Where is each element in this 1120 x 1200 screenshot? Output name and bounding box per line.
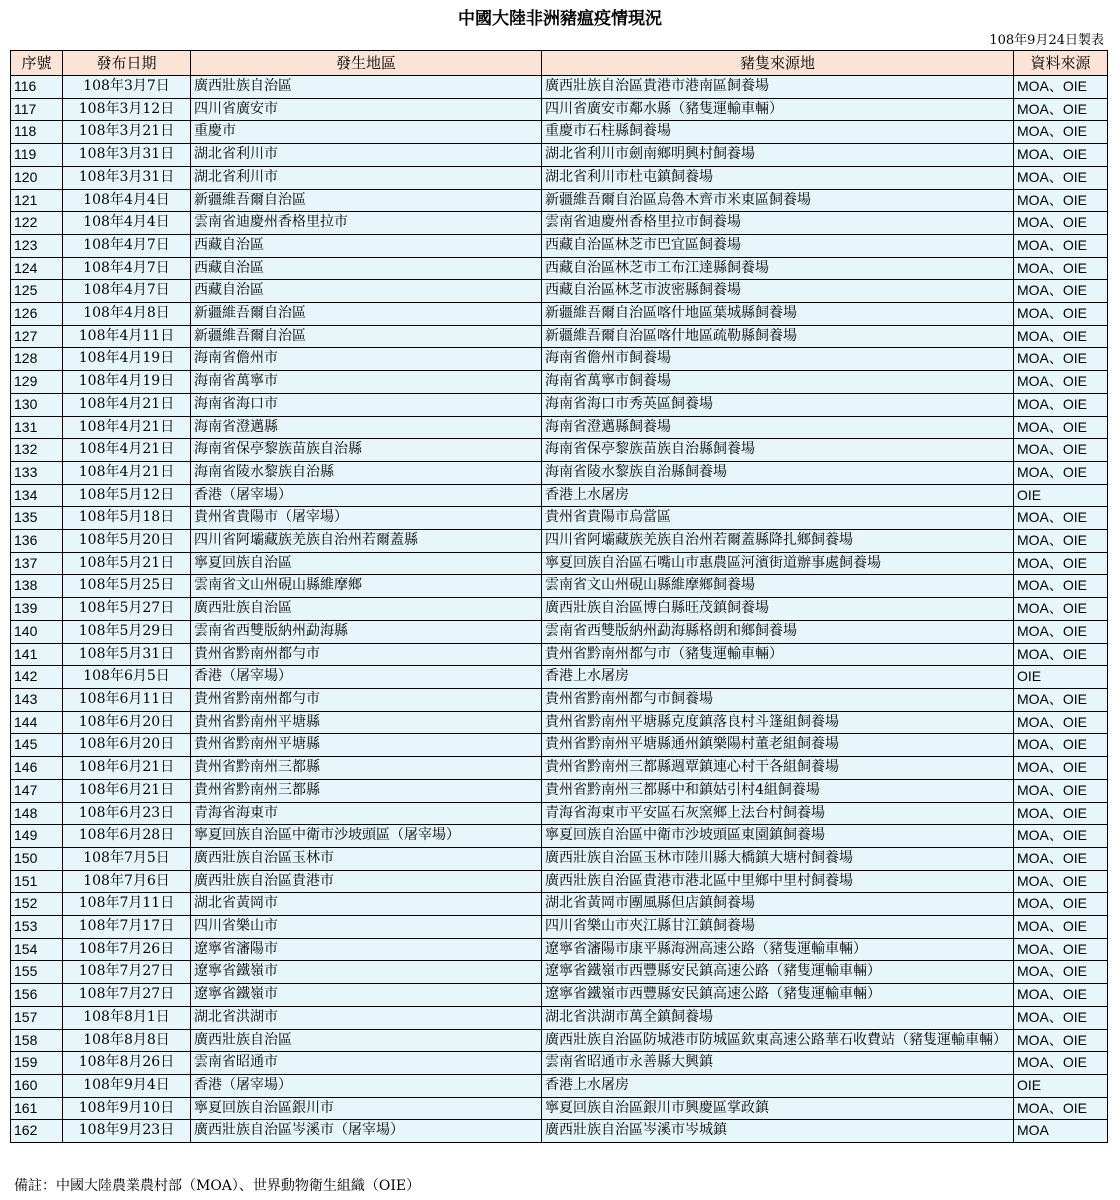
cell-data-source: MOA、OIE xyxy=(1014,734,1108,757)
header-data-source: 資料來源 xyxy=(1014,51,1108,76)
cell-seq: 132 xyxy=(11,439,63,462)
table-row xyxy=(11,348,1108,371)
cell-region: 西藏自治區 xyxy=(191,257,542,280)
cell-date: 108年4月19日 xyxy=(63,348,191,371)
cell-seq: 142 xyxy=(11,666,63,689)
table-row xyxy=(11,711,1108,734)
cell-source: 雲南省文山州硯山縣維摩鄉飼養場 xyxy=(542,575,1014,598)
cell-source: 新疆維吾爾自治區喀什地區疏勒縣飼養場 xyxy=(542,325,1014,348)
cell-date: 108年5月21日 xyxy=(63,552,191,575)
table-row xyxy=(11,666,1108,689)
table-row xyxy=(11,257,1108,280)
table-row xyxy=(11,870,1108,893)
cell-data-source: MOA、OIE xyxy=(1014,416,1108,439)
cell-seq: 157 xyxy=(11,1006,63,1029)
cell-seq: 140 xyxy=(11,620,63,643)
header-seq: 序號 xyxy=(11,51,63,76)
cell-region: 貴州省黔南州平塘縣 xyxy=(191,734,542,757)
cell-seq: 119 xyxy=(11,144,63,167)
cell-date: 108年7月27日 xyxy=(63,984,191,1007)
cell-data-source: MOA、OIE xyxy=(1014,916,1108,939)
cell-seq: 152 xyxy=(11,893,63,916)
cell-seq: 150 xyxy=(11,847,63,870)
cell-seq: 155 xyxy=(11,961,63,984)
cell-date: 108年5月25日 xyxy=(63,575,191,598)
cell-date: 108年6月11日 xyxy=(63,688,191,711)
cell-data-source: MOA、OIE xyxy=(1014,212,1108,235)
cell-date: 108年4月21日 xyxy=(63,461,191,484)
table-row xyxy=(11,847,1108,870)
cell-region: 雲南省西雙版納州勐海縣 xyxy=(191,620,542,643)
cell-data-source: MOA、OIE xyxy=(1014,371,1108,394)
cell-region: 雲南省昭通市 xyxy=(191,1052,542,1075)
cell-seq: 135 xyxy=(11,507,63,530)
cell-region: 寧夏回族自治區 xyxy=(191,552,542,575)
cell-source: 四川省樂山市夾江縣甘江鎮飼養場 xyxy=(542,916,1014,939)
table-row xyxy=(11,98,1108,121)
header-source: 豬隻來源地 xyxy=(542,51,1014,76)
cell-date: 108年4月21日 xyxy=(63,416,191,439)
cell-date: 108年4月21日 xyxy=(63,393,191,416)
cell-region: 寧夏回族自治區中衛市沙坡頭區（屠宰場） xyxy=(191,825,542,848)
table-row xyxy=(11,461,1108,484)
cell-source: 遼寧省鐵嶺市西豐縣安民鎮高速公路（豬隻運輸車輛） xyxy=(542,961,1014,984)
cell-data-source: MOA、OIE xyxy=(1014,961,1108,984)
cell-source: 西藏自治區林芝市巴宜區飼養場 xyxy=(542,234,1014,257)
cell-data-source: MOA、OIE xyxy=(1014,847,1108,870)
cell-seq: 117 xyxy=(11,98,63,121)
cell-date: 108年3月12日 xyxy=(63,98,191,121)
cell-source: 湖北省黃岡市團風縣但店鎮飼養場 xyxy=(542,893,1014,916)
cell-data-source: MOA、OIE xyxy=(1014,98,1108,121)
table-row xyxy=(11,825,1108,848)
table-row xyxy=(11,393,1108,416)
cell-date: 108年4月19日 xyxy=(63,371,191,394)
cell-source: 貴州省貴陽市烏當區 xyxy=(542,507,1014,530)
cell-seq: 144 xyxy=(11,711,63,734)
cell-data-source: OIE xyxy=(1014,1074,1108,1097)
cell-date: 108年8月26日 xyxy=(63,1052,191,1075)
table-row xyxy=(11,76,1108,99)
cell-region: 貴州省黔南州平塘縣 xyxy=(191,711,542,734)
cell-seq: 143 xyxy=(11,688,63,711)
cell-data-source: MOA、OIE xyxy=(1014,461,1108,484)
cell-seq: 148 xyxy=(11,802,63,825)
cell-region: 青海省海東市 xyxy=(191,802,542,825)
table-row xyxy=(11,371,1108,394)
header-region: 發生地區 xyxy=(191,51,542,76)
cell-date: 108年9月10日 xyxy=(63,1097,191,1120)
cell-region: 湖北省利川市 xyxy=(191,144,542,167)
table-row xyxy=(11,779,1108,802)
cell-data-source: MOA、OIE xyxy=(1014,1097,1108,1120)
cell-date: 108年6月23日 xyxy=(63,802,191,825)
cell-data-source: MOA、OIE xyxy=(1014,938,1108,961)
table-body xyxy=(11,76,1108,1143)
cell-data-source: MOA、OIE xyxy=(1014,598,1108,621)
table-row xyxy=(11,439,1108,462)
cell-seq: 134 xyxy=(11,484,63,507)
cell-region: 新疆維吾爾自治區 xyxy=(191,189,542,212)
cell-source: 海南省保亭黎族苗族自治縣飼養場 xyxy=(542,439,1014,462)
cell-source: 廣西壯族自治區玉林市陸川縣大橋鎮大塘村飼養場 xyxy=(542,847,1014,870)
cell-region: 新疆維吾爾自治區 xyxy=(191,303,542,326)
cell-date: 108年6月20日 xyxy=(63,711,191,734)
cell-seq: 131 xyxy=(11,416,63,439)
cell-source: 西藏自治區林芝市波密縣飼養場 xyxy=(542,280,1014,303)
cell-source: 雲南省迪慶州香格里拉市飼養場 xyxy=(542,212,1014,235)
cell-seq: 151 xyxy=(11,870,63,893)
cell-date: 108年6月28日 xyxy=(63,825,191,848)
cell-date: 108年6月21日 xyxy=(63,757,191,780)
cell-date: 108年4月4日 xyxy=(63,189,191,212)
cell-region: 香港（屠宰場） xyxy=(191,666,542,689)
cell-region: 寧夏回族自治區銀川市 xyxy=(191,1097,542,1120)
cell-data-source: MOA、OIE xyxy=(1014,711,1108,734)
table-row xyxy=(11,757,1108,780)
cell-seq: 154 xyxy=(11,938,63,961)
outbreak-table xyxy=(10,50,1108,1143)
table-row xyxy=(11,938,1108,961)
cell-seq: 160 xyxy=(11,1074,63,1097)
table-row xyxy=(11,984,1108,1007)
table-row xyxy=(11,1052,1108,1075)
cell-date: 108年7月6日 xyxy=(63,870,191,893)
table-row xyxy=(11,620,1108,643)
table-row xyxy=(11,121,1108,144)
cell-data-source: MOA xyxy=(1014,1120,1108,1143)
cell-region: 四川省阿壩藏族羌族自治州若爾蓋縣 xyxy=(191,530,542,553)
table-row xyxy=(11,416,1108,439)
cell-region: 西藏自治區 xyxy=(191,280,542,303)
cell-seq: 127 xyxy=(11,325,63,348)
cell-date: 108年5月12日 xyxy=(63,484,191,507)
table-row xyxy=(11,734,1108,757)
cell-data-source: MOA、OIE xyxy=(1014,76,1108,99)
cell-data-source: MOA、OIE xyxy=(1014,439,1108,462)
cell-data-source: MOA、OIE xyxy=(1014,121,1108,144)
cell-date: 108年4月8日 xyxy=(63,303,191,326)
cell-region: 雲南省迪慶州香格里拉市 xyxy=(191,212,542,235)
cell-seq: 118 xyxy=(11,121,63,144)
table-row xyxy=(11,530,1108,553)
cell-data-source: MOA、OIE xyxy=(1014,1029,1108,1052)
cell-source: 貴州省黔南州三都縣中和鎮姑引村4組飼養場 xyxy=(542,779,1014,802)
table-row xyxy=(11,212,1108,235)
cell-date: 108年3月31日 xyxy=(63,144,191,167)
cell-source: 海南省陵水黎族自治縣飼養場 xyxy=(542,461,1014,484)
cell-region: 湖北省洪湖市 xyxy=(191,1006,542,1029)
cell-date: 108年7月27日 xyxy=(63,961,191,984)
cell-source: 湖北省洪湖市萬全鎮飼養場 xyxy=(542,1006,1014,1029)
cell-region: 新疆維吾爾自治區 xyxy=(191,325,542,348)
cell-region: 香港（屠宰場） xyxy=(191,484,542,507)
cell-source: 廣西壯族自治區防城港市防城區欽東高速公路華石收費站（豬隻運輸車輛） xyxy=(542,1029,1014,1052)
cell-seq: 121 xyxy=(11,189,63,212)
cell-date: 108年7月5日 xyxy=(63,847,191,870)
cell-data-source: MOA、OIE xyxy=(1014,825,1108,848)
cell-source: 重慶市石柱縣飼養場 xyxy=(542,121,1014,144)
cell-seq: 124 xyxy=(11,257,63,280)
cell-region: 廣西壯族自治區 xyxy=(191,76,542,99)
cell-data-source: MOA、OIE xyxy=(1014,984,1108,1007)
cell-date: 108年4月7日 xyxy=(63,234,191,257)
cell-seq: 139 xyxy=(11,598,63,621)
cell-source: 湖北省利川市劍南鄉明興村飼養場 xyxy=(542,144,1014,167)
header-date: 發布日期 xyxy=(63,51,191,76)
cell-date: 108年5月18日 xyxy=(63,507,191,530)
cell-source: 遼寧省鐵嶺市西豐縣安民鎮高速公路（豬隻運輸車輛） xyxy=(542,984,1014,1007)
cell-seq: 138 xyxy=(11,575,63,598)
cell-date: 108年5月27日 xyxy=(63,598,191,621)
cell-seq: 129 xyxy=(11,371,63,394)
cell-date: 108年4月7日 xyxy=(63,257,191,280)
cell-region: 海南省陵水黎族自治縣 xyxy=(191,461,542,484)
cell-region: 海南省萬寧市 xyxy=(191,371,542,394)
cell-date: 108年7月11日 xyxy=(63,893,191,916)
cell-date: 108年5月20日 xyxy=(63,530,191,553)
cell-region: 海南省澄邁縣 xyxy=(191,416,542,439)
cell-region: 四川省樂山市 xyxy=(191,916,542,939)
cell-seq: 130 xyxy=(11,393,63,416)
table-row xyxy=(11,643,1108,666)
table-row xyxy=(11,166,1108,189)
table-row xyxy=(11,507,1108,530)
cell-seq: 125 xyxy=(11,280,63,303)
cell-region: 西藏自治區 xyxy=(191,234,542,257)
cell-seq: 116 xyxy=(11,76,63,99)
table-row xyxy=(11,575,1108,598)
cell-data-source: MOA、OIE xyxy=(1014,802,1108,825)
table-row xyxy=(11,144,1108,167)
cell-seq: 136 xyxy=(11,530,63,553)
cell-data-source: MOA、OIE xyxy=(1014,325,1108,348)
table-row xyxy=(11,688,1108,711)
cell-region: 貴州省貴陽市（屠宰場） xyxy=(191,507,542,530)
cell-data-source: MOA、OIE xyxy=(1014,552,1108,575)
table-row xyxy=(11,916,1108,939)
cell-data-source: MOA、OIE xyxy=(1014,189,1108,212)
cell-seq: 133 xyxy=(11,461,63,484)
cell-source: 海南省儋州市飼養場 xyxy=(542,348,1014,371)
cell-source: 貴州省黔南州都勻市飼養場 xyxy=(542,688,1014,711)
cell-source: 香港上水屠房 xyxy=(542,666,1014,689)
cell-region: 海南省海口市 xyxy=(191,393,542,416)
cell-data-source: MOA、OIE xyxy=(1014,507,1108,530)
cell-source: 廣西壯族自治區貴港市港北區中里鄉中里村飼養場 xyxy=(542,870,1014,893)
cell-date: 108年8月8日 xyxy=(63,1029,191,1052)
cell-data-source: MOA、OIE xyxy=(1014,870,1108,893)
cell-date: 108年3月31日 xyxy=(63,166,191,189)
cell-region: 貴州省黔南州三都縣 xyxy=(191,779,542,802)
cell-seq: 123 xyxy=(11,234,63,257)
cell-source: 新疆維吾爾自治區烏魯木齊市米東區飼養場 xyxy=(542,189,1014,212)
cell-seq: 153 xyxy=(11,916,63,939)
page-title: 中國大陸非洲豬瘟疫情現況 xyxy=(458,9,662,29)
cell-source: 海南省澄邁縣飼養場 xyxy=(542,416,1014,439)
cell-date: 108年6月5日 xyxy=(63,666,191,689)
cell-data-source: MOA、OIE xyxy=(1014,393,1108,416)
cell-source: 廣西壯族自治區博白縣旺茂鎮飼養場 xyxy=(542,598,1014,621)
table-row xyxy=(11,598,1108,621)
made-date: 108年9月24日製表 xyxy=(989,33,1104,48)
cell-source: 貴州省黔南州三都縣週覃鎮連心村干各組飼養場 xyxy=(542,757,1014,780)
cell-data-source: MOA、OIE xyxy=(1014,257,1108,280)
table-row xyxy=(11,1006,1108,1029)
cell-seq: 120 xyxy=(11,166,63,189)
cell-region: 廣西壯族自治區岑溪市（屠宰場） xyxy=(191,1120,542,1143)
table-row xyxy=(11,303,1108,326)
cell-date: 108年3月21日 xyxy=(63,121,191,144)
cell-seq: 126 xyxy=(11,303,63,326)
cell-seq: 159 xyxy=(11,1052,63,1075)
cell-date: 108年5月31日 xyxy=(63,643,191,666)
cell-region: 四川省廣安市 xyxy=(191,98,542,121)
cell-region: 遼寧省瀋陽市 xyxy=(191,938,542,961)
cell-seq: 161 xyxy=(11,1097,63,1120)
cell-region: 廣西壯族自治區 xyxy=(191,1029,542,1052)
cell-date: 108年7月26日 xyxy=(63,938,191,961)
cell-source: 西藏自治區林芝市工布江達縣飼養場 xyxy=(542,257,1014,280)
cell-region: 海南省保亭黎族苗族自治縣 xyxy=(191,439,542,462)
cell-region: 貴州省黔南州三都縣 xyxy=(191,757,542,780)
cell-source: 四川省廣安市鄰水縣（豬隻運輸車輛） xyxy=(542,98,1014,121)
table-row xyxy=(11,189,1108,212)
cell-source: 寧夏回族自治區中衛市沙坡頭區東園鎮飼養場 xyxy=(542,825,1014,848)
cell-region: 海南省儋州市 xyxy=(191,348,542,371)
cell-source: 新疆維吾爾自治區喀什地區葉城縣飼養場 xyxy=(542,303,1014,326)
table-row xyxy=(11,1074,1108,1097)
cell-seq: 128 xyxy=(11,348,63,371)
cell-source: 海南省海口市秀英區飼養場 xyxy=(542,393,1014,416)
cell-source: 廣西壯族自治區岑溪市岑城鎮 xyxy=(542,1120,1014,1143)
cell-date: 108年5月29日 xyxy=(63,620,191,643)
table-row xyxy=(11,484,1108,507)
cell-seq: 149 xyxy=(11,825,63,848)
cell-data-source: MOA、OIE xyxy=(1014,757,1108,780)
cell-source: 廣西壯族自治區貴港市港南區飼養場 xyxy=(542,76,1014,99)
cell-data-source: MOA、OIE xyxy=(1014,620,1108,643)
cell-date: 108年4月11日 xyxy=(63,325,191,348)
cell-seq: 141 xyxy=(11,643,63,666)
cell-region: 廣西壯族自治區貴港市 xyxy=(191,870,542,893)
cell-seq: 137 xyxy=(11,552,63,575)
cell-region: 湖北省利川市 xyxy=(191,166,542,189)
cell-data-source: MOA、OIE xyxy=(1014,1006,1108,1029)
cell-date: 108年6月20日 xyxy=(63,734,191,757)
table-row xyxy=(11,552,1108,575)
table-row xyxy=(11,1029,1108,1052)
table-row xyxy=(11,802,1108,825)
cell-data-source: MOA、OIE xyxy=(1014,144,1108,167)
cell-date: 108年4月7日 xyxy=(63,280,191,303)
cell-date: 108年3月7日 xyxy=(63,76,191,99)
cell-data-source: OIE xyxy=(1014,484,1108,507)
table-row xyxy=(11,234,1108,257)
cell-data-source: MOA、OIE xyxy=(1014,166,1108,189)
cell-source: 寧夏回族自治區銀川市興慶區掌政鎮 xyxy=(542,1097,1014,1120)
cell-source: 貴州省黔南州平塘縣通州鎮樂陽村董老組飼養場 xyxy=(542,734,1014,757)
cell-region: 貴州省黔南州都勻市 xyxy=(191,643,542,666)
table-row xyxy=(11,1097,1108,1120)
cell-date: 108年7月17日 xyxy=(63,916,191,939)
cell-source: 香港上水屠房 xyxy=(542,1074,1014,1097)
cell-seq: 156 xyxy=(11,984,63,1007)
cell-source: 遼寧省瀋陽市康平縣海洲高速公路（豬隻運輸車輛） xyxy=(542,938,1014,961)
cell-date: 108年4月4日 xyxy=(63,212,191,235)
cell-data-source: MOA、OIE xyxy=(1014,348,1108,371)
cell-source: 香港上水屠房 xyxy=(542,484,1014,507)
cell-source: 四川省阿壩藏族羌族自治州若爾蓋縣降扎鄉飼養場 xyxy=(542,530,1014,553)
cell-region: 雲南省文山州硯山縣維摩鄉 xyxy=(191,575,542,598)
cell-seq: 145 xyxy=(11,734,63,757)
cell-data-source: MOA、OIE xyxy=(1014,575,1108,598)
cell-region: 遼寧省鐵嶺市 xyxy=(191,984,542,1007)
table-header-row xyxy=(11,51,1108,76)
cell-region: 廣西壯族自治區 xyxy=(191,598,542,621)
cell-date: 108年4月21日 xyxy=(63,439,191,462)
cell-region: 貴州省黔南州都勻市 xyxy=(191,688,542,711)
table-row xyxy=(11,893,1108,916)
cell-seq: 122 xyxy=(11,212,63,235)
cell-data-source: MOA、OIE xyxy=(1014,303,1108,326)
cell-source: 寧夏回族自治區石嘴山市惠農區河濱街道辦事處飼養場 xyxy=(542,552,1014,575)
cell-region: 重慶市 xyxy=(191,121,542,144)
cell-data-source: MOA、OIE xyxy=(1014,688,1108,711)
cell-data-source: MOA、OIE xyxy=(1014,530,1108,553)
cell-region: 廣西壯族自治區玉林市 xyxy=(191,847,542,870)
table-row xyxy=(11,325,1108,348)
table-row xyxy=(11,961,1108,984)
cell-data-source: MOA、OIE xyxy=(1014,643,1108,666)
footnote: 備註：中國大陸農業農村部（MOA）、世界動物衛生組織（OIE） xyxy=(14,1178,421,1194)
cell-date: 108年8月1日 xyxy=(63,1006,191,1029)
cell-seq: 147 xyxy=(11,779,63,802)
cell-seq: 158 xyxy=(11,1029,63,1052)
cell-region: 香港（屠宰場） xyxy=(191,1074,542,1097)
cell-source: 貴州省黔南州平塘縣克度鎮落良村斗篷組飼養場 xyxy=(542,711,1014,734)
table-row xyxy=(11,280,1108,303)
cell-data-source: MOA、OIE xyxy=(1014,280,1108,303)
cell-source: 湖北省利川市杜屯鎮飼養場 xyxy=(542,166,1014,189)
cell-region: 湖北省黃岡市 xyxy=(191,893,542,916)
cell-source: 海南省萬寧市飼養場 xyxy=(542,371,1014,394)
cell-data-source: MOA、OIE xyxy=(1014,234,1108,257)
cell-date: 108年9月4日 xyxy=(63,1074,191,1097)
cell-data-source: MOA、OIE xyxy=(1014,893,1108,916)
cell-data-source: MOA、OIE xyxy=(1014,779,1108,802)
cell-date: 108年6月21日 xyxy=(63,779,191,802)
cell-date: 108年9月23日 xyxy=(63,1120,191,1143)
cell-seq: 146 xyxy=(11,757,63,780)
cell-data-source: OIE xyxy=(1014,666,1108,689)
cell-source: 雲南省昭通市永善縣大興鎮 xyxy=(542,1052,1014,1075)
cell-source: 貴州省黔南州都勻市（豬隻運輸車輛） xyxy=(542,643,1014,666)
table-row xyxy=(11,1120,1108,1143)
cell-source: 青海省海東市平安區石灰窯鄉上法台村飼養場 xyxy=(542,802,1014,825)
cell-seq: 162 xyxy=(11,1120,63,1143)
cell-data-source: MOA、OIE xyxy=(1014,1052,1108,1075)
cell-source: 雲南省西雙版納州勐海縣格朗和鄉飼養場 xyxy=(542,620,1014,643)
cell-region: 遼寧省鐵嶺市 xyxy=(191,961,542,984)
